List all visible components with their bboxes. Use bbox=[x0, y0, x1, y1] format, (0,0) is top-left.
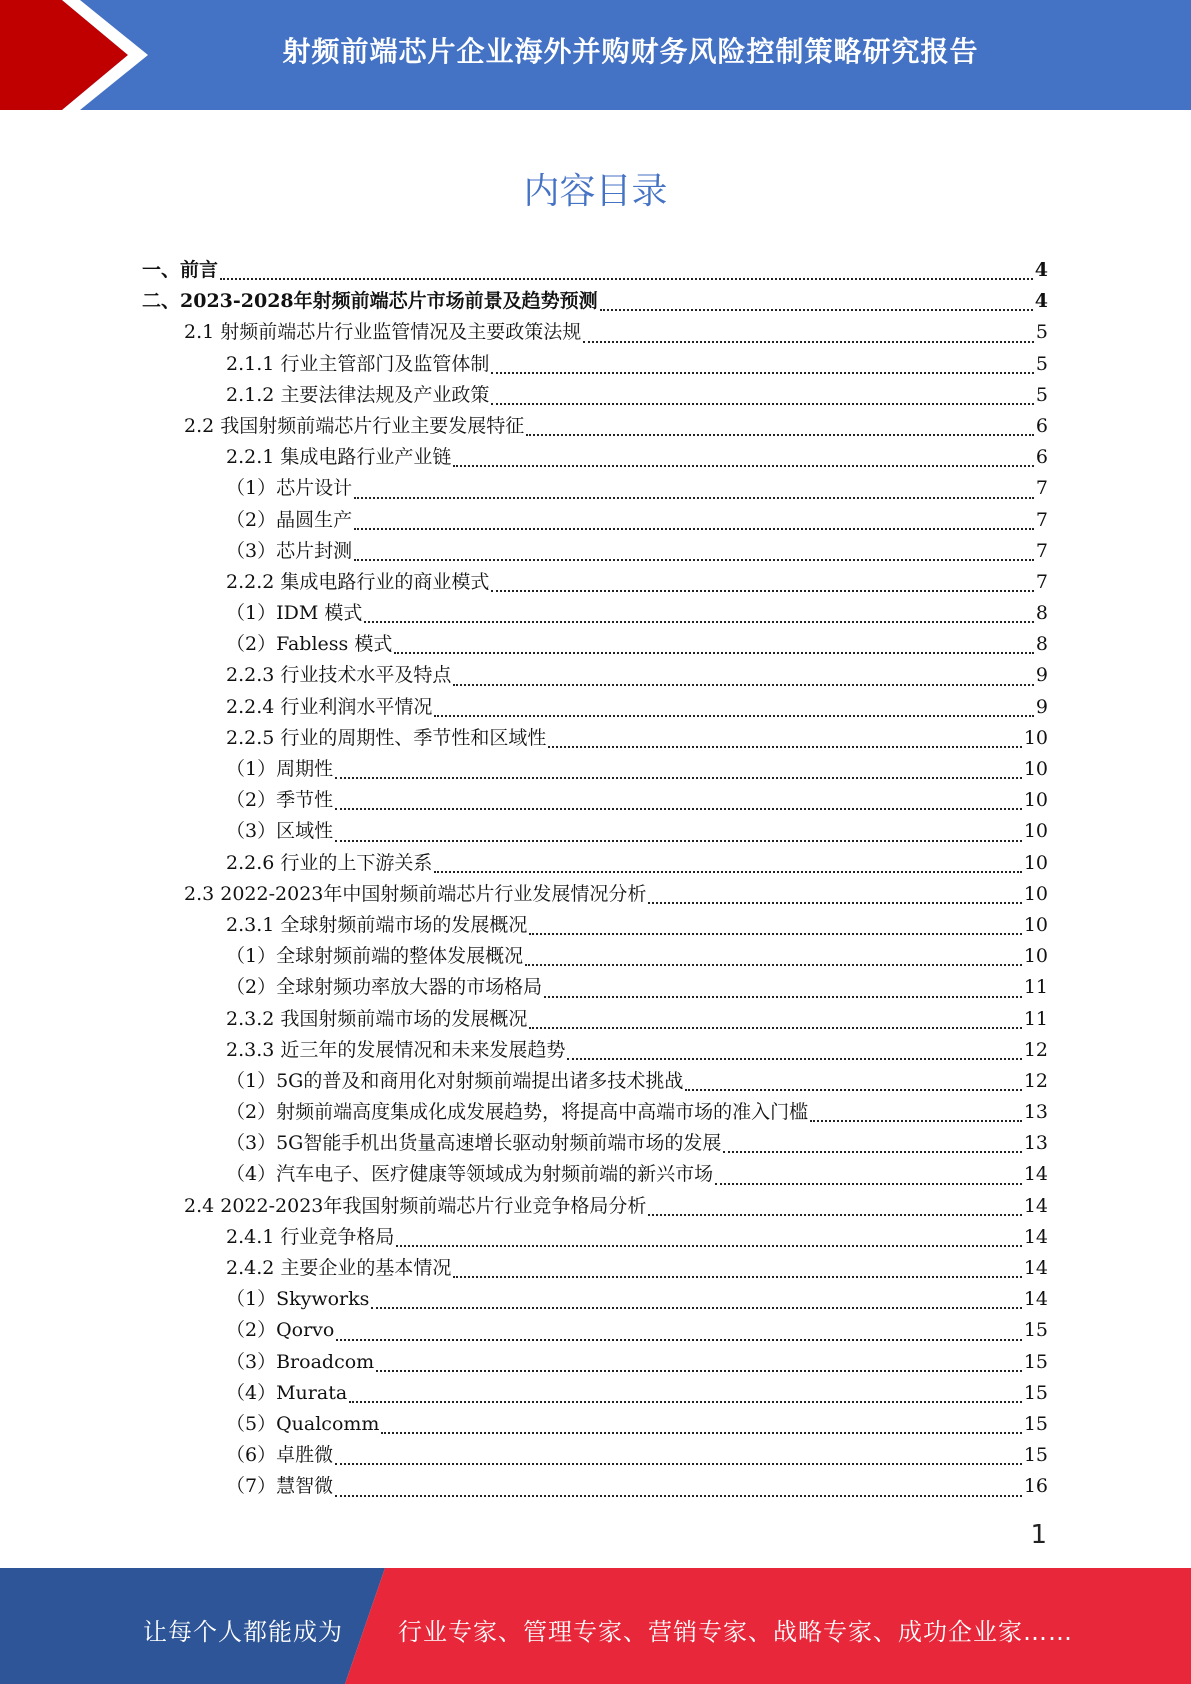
toc-dot-leader bbox=[453, 683, 1034, 686]
toc-entry-page: 5 bbox=[1035, 352, 1048, 375]
toc-dot-leader bbox=[434, 870, 1021, 873]
toc-dot-leader bbox=[491, 371, 1034, 374]
toc-entry-label: 二、2023-2028年射频前端芯片市场前景及趋势预测 bbox=[142, 290, 598, 313]
toc-entry-page: 5 bbox=[1035, 383, 1048, 406]
toc-entry[interactable] bbox=[142, 598, 1048, 629]
toc-heading: 内容目录 bbox=[523, 171, 668, 212]
toc-entry[interactable] bbox=[142, 505, 1048, 536]
toc-entry-label: 2.4 2022-2023年我国射频前端芯片行业竞争格局分析 bbox=[184, 1194, 647, 1217]
toc-entry[interactable] bbox=[142, 473, 1048, 504]
toc-entry-label: 一、前言 bbox=[142, 259, 219, 281]
toc-entry-page: 10 bbox=[1023, 945, 1048, 968]
toc-entry-page: 11 bbox=[1023, 1007, 1048, 1030]
toc-entry[interactable] bbox=[142, 972, 1048, 1003]
toc-entry-label: 2.1 射频前端芯片行业监管情况及主要政策法规 bbox=[184, 321, 582, 344]
toc-entry-label: 2.3.1 全球射频前端市场的发展概况 bbox=[226, 913, 528, 936]
toc-dot-leader bbox=[685, 1088, 1021, 1091]
page-footer bbox=[0, 1568, 1191, 1684]
toc-entry-label: （1）IDM 模式 bbox=[226, 602, 363, 625]
toc-entry[interactable] bbox=[142, 1253, 1048, 1284]
toc-entry-label: （3）Broadcom bbox=[226, 1350, 375, 1373]
toc-entry-label: （1）5G的普及和商用化对射频前端提出诸多技术挑战 bbox=[226, 1069, 684, 1092]
toc-entry[interactable] bbox=[142, 380, 1048, 411]
toc-entry-label: （2）射频前端高度集成化成发展趋势，将提高中高端市场的准入门槛 bbox=[226, 1101, 809, 1124]
toc-entry[interactable] bbox=[142, 1222, 1048, 1253]
toc-dot-leader bbox=[567, 1057, 1021, 1060]
footer-slogan-left: 让每个人都能成为 bbox=[143, 1618, 343, 1646]
toc-dot-leader bbox=[648, 1213, 1021, 1216]
toc-entry-label: 2.2.5 行业的周期性、季节性和区域性 bbox=[226, 726, 547, 749]
toc-dot-leader bbox=[371, 1306, 1021, 1309]
toc-entry-page: 14 bbox=[1023, 1288, 1048, 1311]
toc-entry[interactable] bbox=[142, 317, 1048, 348]
toc-entry[interactable] bbox=[142, 1097, 1048, 1128]
toc-dot-leader bbox=[364, 620, 1034, 623]
toc-dot-leader bbox=[810, 1119, 1022, 1122]
toc-entry-page: 10 bbox=[1023, 882, 1048, 905]
toc-dot-leader bbox=[335, 1494, 1022, 1497]
toc-entry-page: 10 bbox=[1023, 820, 1048, 843]
toc-entry-page: 8 bbox=[1035, 602, 1048, 625]
toc-entry[interactable] bbox=[142, 286, 1048, 317]
toc-entry[interactable] bbox=[142, 1347, 1048, 1378]
toc-dot-leader bbox=[491, 402, 1034, 405]
toc-dot-leader bbox=[600, 308, 1033, 311]
toc-entry-label: （2）晶圆生产 bbox=[226, 508, 353, 531]
toc-entry-label: （1）芯片设计 bbox=[226, 477, 353, 500]
toc-entry-page: 10 bbox=[1023, 789, 1048, 812]
toc-dot-leader bbox=[715, 1182, 1022, 1185]
toc-entry-label: （7）慧智微 bbox=[226, 1475, 334, 1498]
toc-entry[interactable] bbox=[142, 442, 1048, 473]
toc-entry-label: （1）Skyworks bbox=[226, 1288, 370, 1311]
toc-entry-label: 2.3.3 近三年的发展情况和未来发展趋势 bbox=[226, 1038, 566, 1061]
toc-dot-leader bbox=[335, 1462, 1022, 1465]
toc-entry-label: （6）卓胜微 bbox=[226, 1444, 334, 1467]
toc-entry[interactable] bbox=[142, 1471, 1048, 1502]
toc-dot-leader bbox=[220, 277, 1033, 280]
toc-entry[interactable] bbox=[142, 255, 1048, 286]
toc-entry-label: 2.2.3 行业技术水平及特点 bbox=[226, 664, 452, 687]
footer-slogan-right: 行业专家、管理专家、营销专家、战略专家、成功企业家…… bbox=[398, 1618, 1073, 1646]
toc-entry-page: 10 bbox=[1023, 726, 1048, 749]
toc-entry-page: 6 bbox=[1035, 446, 1048, 469]
toc-dot-leader bbox=[381, 1431, 1021, 1434]
toc-entry-label: 2.4.1 行业竞争格局 bbox=[226, 1225, 395, 1248]
toc-entry-label: 2.2.2 集成电路行业的商业模式 bbox=[226, 570, 490, 593]
toc-entry-page: 7 bbox=[1035, 539, 1048, 562]
toc-entry[interactable] bbox=[142, 411, 1048, 442]
toc-entry[interactable] bbox=[142, 816, 1048, 847]
toc-entry-page: 15 bbox=[1023, 1350, 1048, 1373]
toc-dot-leader bbox=[453, 1275, 1021, 1278]
toc-dot-leader bbox=[526, 433, 1034, 436]
toc-entry[interactable] bbox=[142, 1035, 1048, 1066]
toc-dot-leader bbox=[453, 464, 1034, 467]
toc-dot-leader bbox=[648, 901, 1021, 904]
toc-entry-label: （5）Qualcomm bbox=[226, 1412, 380, 1435]
toc-entry[interactable] bbox=[142, 1440, 1048, 1471]
toc-entry[interactable] bbox=[142, 692, 1048, 723]
toc-entry-page: 7 bbox=[1035, 570, 1048, 593]
toc-dot-leader bbox=[525, 963, 1022, 966]
toc-entry[interactable] bbox=[142, 629, 1048, 660]
toc-entry[interactable] bbox=[142, 1409, 1048, 1440]
toc-dot-leader bbox=[529, 932, 1021, 935]
toc-entry[interactable] bbox=[142, 785, 1048, 816]
toc-entry[interactable] bbox=[142, 1191, 1048, 1222]
toc-entry[interactable] bbox=[142, 349, 1048, 380]
toc-entry-page: 14 bbox=[1023, 1257, 1048, 1279]
report-title: 射频前端芯片企业海外并购财务风险控制策略研究报告 bbox=[282, 35, 979, 68]
page-header bbox=[0, 0, 1191, 110]
toc-entry-label: （2）Fabless 模式 bbox=[226, 633, 393, 656]
toc-entry-page: 7 bbox=[1035, 508, 1048, 531]
toc-dot-leader bbox=[335, 807, 1022, 810]
toc-entry-page: 4 bbox=[1034, 290, 1048, 313]
toc-dot-leader bbox=[491, 589, 1034, 592]
toc-entry[interactable] bbox=[142, 1284, 1048, 1315]
toc-dot-leader bbox=[335, 776, 1022, 779]
toc-entry-page: 10 bbox=[1023, 851, 1048, 874]
toc-entry-page: 4 bbox=[1034, 259, 1048, 281]
toc-entry[interactable] bbox=[142, 1159, 1048, 1190]
toc-dot-leader bbox=[548, 745, 1021, 748]
toc-entry-page: 10 bbox=[1023, 913, 1048, 936]
toc-dot-leader bbox=[354, 496, 1034, 499]
toc-entry-page: 14 bbox=[1023, 1225, 1048, 1248]
toc-entry[interactable] bbox=[142, 1004, 1048, 1035]
toc-entry-label: （2）季节性 bbox=[226, 789, 334, 812]
toc-entry-page: 5 bbox=[1035, 321, 1048, 344]
toc-entry-page: 11 bbox=[1023, 976, 1048, 999]
toc-entry-page: 15 bbox=[1023, 1319, 1048, 1342]
toc-entry-page: 13 bbox=[1023, 1132, 1048, 1155]
toc-dot-leader bbox=[354, 527, 1034, 530]
toc-entry-page: 8 bbox=[1035, 633, 1048, 656]
toc-entry-label: （3）区域性 bbox=[226, 820, 334, 843]
toc-entry[interactable] bbox=[142, 1378, 1048, 1409]
toc-entry[interactable] bbox=[142, 536, 1048, 567]
toc-entry[interactable] bbox=[142, 941, 1048, 972]
toc-entry[interactable] bbox=[142, 567, 1048, 598]
toc-entry-page: 12 bbox=[1023, 1038, 1048, 1061]
toc-dot-leader bbox=[396, 1244, 1021, 1247]
toc-entry-label: （1）周期性 bbox=[226, 758, 334, 780]
page-number: 1 bbox=[1030, 1520, 1047, 1550]
toc-entry-label: （2）全球射频功率放大器的市场格局 bbox=[226, 976, 543, 999]
toc-dot-leader bbox=[544, 995, 1022, 998]
toc-entry-label: （3）芯片封测 bbox=[226, 539, 353, 562]
toc-dot-leader bbox=[723, 1150, 1021, 1153]
toc-dot-leader bbox=[583, 340, 1034, 343]
toc-dot-leader bbox=[394, 651, 1034, 654]
toc-entry-label: （2）Qorvo bbox=[226, 1319, 335, 1342]
toc-entry-label: （3）5G智能手机出货量高速增长驱动射频前端市场的发展 bbox=[226, 1132, 722, 1155]
toc-entry[interactable] bbox=[142, 879, 1048, 910]
toc-entry-label: 2.1.2 主要法律法规及产业政策 bbox=[226, 383, 490, 406]
toc-entry[interactable] bbox=[142, 1128, 1048, 1159]
toc-entry-page: 15 bbox=[1023, 1412, 1048, 1435]
toc-dot-leader bbox=[335, 839, 1022, 842]
toc-entry[interactable] bbox=[142, 1066, 1048, 1097]
toc-entry-label: 2.2.6 行业的上下游关系 bbox=[226, 851, 433, 874]
toc-entry-page: 6 bbox=[1035, 414, 1048, 437]
toc-entry-label: 2.2.4 行业利润水平情况 bbox=[226, 695, 433, 718]
toc-entry-label: 2.3.2 我国射频前端市场的发展概况 bbox=[226, 1007, 528, 1030]
toc-entry-label: 2.2 我国射频前端芯片行业主要发展特征 bbox=[184, 414, 525, 437]
toc-entry-page: 15 bbox=[1023, 1381, 1048, 1404]
toc-entry-page: 13 bbox=[1023, 1101, 1048, 1124]
toc-entry-label: （1）全球射频前端的整体发展概况 bbox=[226, 945, 524, 968]
toc-dot-leader bbox=[349, 1400, 1022, 1403]
toc-dot-leader bbox=[529, 1026, 1021, 1029]
toc-dot-leader bbox=[336, 1338, 1021, 1341]
toc-entry-page: 14 bbox=[1023, 1163, 1048, 1186]
toc-entry-label: 2.3 2022-2023年中国射频前端芯片行业发展情况分析 bbox=[184, 882, 647, 905]
toc-entry-page: 16 bbox=[1023, 1475, 1048, 1498]
toc-entry-page: 15 bbox=[1023, 1444, 1048, 1467]
toc-entry-label: 2.2.1 集成电路行业产业链 bbox=[226, 446, 452, 469]
toc-entry[interactable] bbox=[142, 848, 1048, 879]
toc-dot-leader bbox=[354, 558, 1034, 561]
toc-entry-page: 9 bbox=[1035, 664, 1048, 687]
toc-entry-label: 2.1.1 行业主管部门及监管体制 bbox=[226, 352, 490, 375]
toc-entry[interactable] bbox=[142, 754, 1048, 785]
table-of-contents bbox=[142, 255, 1048, 1503]
toc-dot-leader bbox=[376, 1369, 1022, 1372]
toc-entry[interactable] bbox=[142, 1315, 1048, 1346]
toc-entry-label: 2.4.2 主要企业的基本情况 bbox=[226, 1257, 452, 1279]
toc-entry-page: 12 bbox=[1023, 1069, 1048, 1092]
toc-entry-page: 14 bbox=[1023, 1194, 1048, 1217]
toc-entry-page: 9 bbox=[1035, 695, 1048, 718]
toc-entry-label: （4）汽车电子、医疗健康等领域成为射频前端的新兴市场 bbox=[226, 1163, 714, 1186]
toc-entry[interactable] bbox=[142, 723, 1048, 754]
toc-entry-label: （4）Murata bbox=[226, 1381, 348, 1404]
toc-dot-leader bbox=[434, 714, 1034, 717]
toc-entry-page: 7 bbox=[1035, 477, 1048, 500]
toc-entry[interactable] bbox=[142, 910, 1048, 941]
toc-entry[interactable] bbox=[142, 660, 1048, 691]
toc-entry-page: 10 bbox=[1023, 758, 1048, 780]
